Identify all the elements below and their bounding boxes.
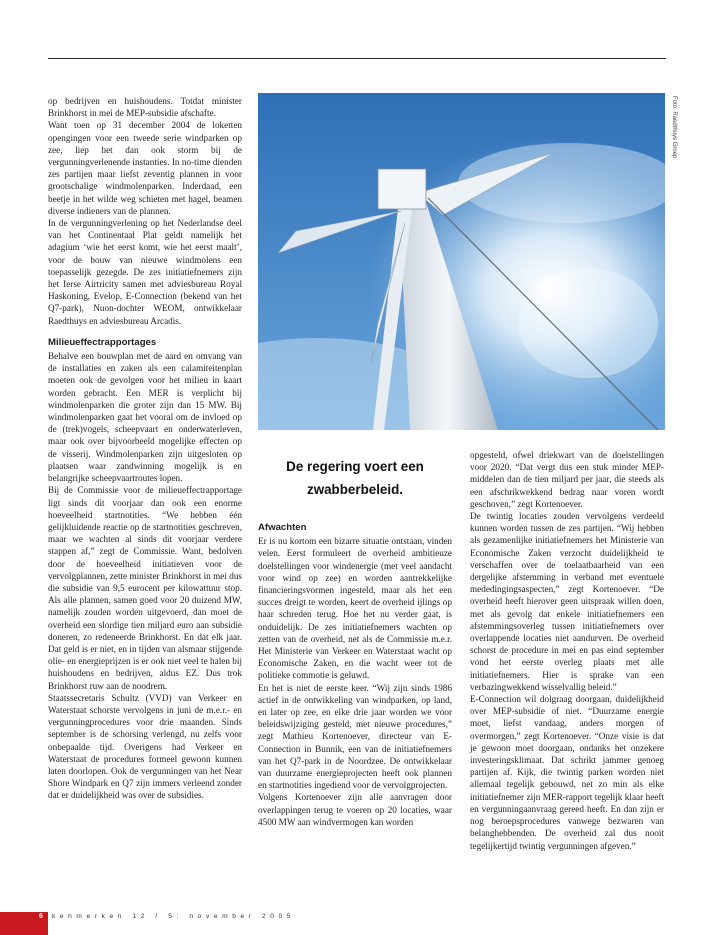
page-number: 6 <box>39 913 43 920</box>
paragraph: Want toen op 31 december 2004 de loketten opengingen voor een tweede serie windparken op zee, liep het dan ook storm bij de vergunningverlenende instanties. In no-time dienden zes partijen maar liefst zeventig plannen in voor grootschalige windmolenparken. Inderdaad, een beetje in het wilde weg schieten met hagel, beamen diverse indieners van de plannen. <box>48 120 242 216</box>
section-heading-milieu: Milieueffectrapportages <box>48 336 157 348</box>
section-heading-afwachten: Afwachten <box>258 522 307 533</box>
paragraph: opgesteld, ofwel driekwart van de doelstellingen voor 2020. “Dat vergt dus een stuk minder MEP-middelen dan de tien miljard per jaar, die steeds als een afschrikwekkend bedrag naar voren wordt geschoven,” zegt Kortenoever. <box>470 450 664 509</box>
paragraph: Staatssecretaris Schultz (VVD) van Verkeer en Waterstaat schorste vervolgens in juni de m.e.r.- en vergunningprocedures voor drie maanden. Sinds september is de schorsing verlengd, nu zelfs voor onbepaalde tijd. Overigens had Verkeer en Waterstaat de procedures formeel gewoon kunnen laten doorlopen. Ook de vergunningen van het Near Shore Windpark en Q7 zijn immers verleend zonder dat er duidelijkheid was over de subsidies. <box>48 692 242 801</box>
pull-quote: De regering voert een zwabberbeleid. <box>286 459 424 497</box>
photo-credit: Foto: Raedthuys Groep <box>671 96 677 159</box>
wind-turbine-photo <box>258 93 665 430</box>
paragraph: Behalve een bouwplan met de aard en omvang van de installaties en zaken als een calamiteitenplan moeten ook de gevolgen voor het milieu in kaart worden gebracht. Een MER is verplicht bij windmolenparken die groter zijn dan 15 MW. Bij windmolenparken gaat het vooral om de invloed op de (trek)vogels, scheepvaart en onderwaterleven, maar ook over bijvoorbeeld mogelijke effecten op de visserij. Windmolenparken zijn uitgesloten op plaatsen waar zandwinning mogelijk is en belangrijke scheepvaartroutes lopen. <box>48 351 242 484</box>
top-rule <box>48 58 666 59</box>
paragraph: In de vergunningverlening op het Nederlandse deel van het Continentaal Plat geldt namelijk het adagium ‘wie het eerst komt, wie het eerst maalt’, voor de bouw van nieuwe windmolens een toepasselijk gezegde. De zes initiatiefnemers zijn het Ierse Airtricity samen met adviesbureau Royal Haskoning, Evelop, E-Connection (bekend van het Q7-park), Nuon-dochter WEOM, ontwikkelaar Raedthuys en adviesbureau Arcadis. <box>48 218 242 326</box>
paragraph: E-Connection wil dolgraag doorgaan, duidelijkheid over MEP-subsidie of niet. “Duurzame energie moet, liefst vandaag, anders morgen of overmorgen,” zegt Kortenoever. “Onze visie is dat je gewoon moet doorgaan, ondanks het onzekere investeringsklimaat. Dat schrikt jammer genoeg partijen af. Kijk, die twintig parken worden niet allemaal tegelijk gebouwd, net zo min als elke initiatiefnemer zijn MER-rapport tegelijk klaar heeft en vergunningaanvraag gereed heeft. En dan zijn er nog beroepsprocedures vanwege bezwaren van belanghebbenden. De overheid zal dus nooit tegelijkertijd twintig vergunningen afgeven.” <box>470 694 664 851</box>
middle-column <box>258 522 452 828</box>
paragraph: op bedrijven en huishoudens. Totdat minister Brinkhorst in mei de MEP-subsidie afschafte. <box>48 96 242 119</box>
paragraph: De twintig locaties zouden vervolgens verdeeld kunnen worden tussen de zes partijen. “Wij hebben als gezamenlijke initiatiefnemers het Ministerie van Economische Zaken verzocht duidelijkheid te verschaffen over de toelaatbaarheid van een dergelijke afstemming in verband met eventuele mededingingsaspecten,” zegt Kortenoever. “De overheid heeft hierover geen uitspraak willen doen, met als gevolg dat enkele initiatiefnemers een afstemmingsoverleg tussen initiatiefnemers over overlappende locaties niet aandurven. De overheid schorst de procedure in mei en pas eind september vond het eerste overleg plaats met alle initiatiefnemers. Hier is sprake van een verbazingwekkend wisselvallig beleid.” <box>470 511 664 692</box>
paragraph: En het is niet de eerste keer. “Wij zijn sinds 1986 actief in de ontwikkeling van windparken, op land, en later op zee, en elke drie jaar worden we voor beleidswijziging gesteld, met nieuwe procedures,” zegt Mathieu Kortenoever, directeur van E-Connection in Bunnik, een van de initiatiefnemers van het Q7-park in de Noordzee. De ontwikkelaar van duurzame energieprojecten heeft ook plannen en startnotities ingediend voor de vervolgprojecten. <box>258 682 452 791</box>
paragraph: Er is nu kortom een bizarre situatie ontstaan, vinden velen. Eerst formuleert de overheid ambitieuze doelstellingen voor windenergie (met veel aandacht voor wind op zee) en worden aantrekkelijke financieringsvormen ingesteld, maar als het een succes dreigt te worden, keert de overheid ijlings op haar schreden terug. Hoe het nu verder gaat, is onduidelijk. De zes initiatiefnemers wachten op zetten van de overheid, net als de Commissie m.e.r. Het Ministerie van Verkeer en Waterstaat wacht op Economische Zaken, en die wacht weer tot de politieke commotie is geluwd. <box>258 536 452 681</box>
wind-turbine-illustration <box>258 93 665 430</box>
left-column <box>48 95 242 802</box>
running-footer: kenmerken 12 / 5: november 2005 <box>52 913 296 920</box>
paragraph: Bij de Commissie voor de milieueffectrapportage ligt sinds dit voorjaar dan ook een enorme hoeveelheid startnotities. “We hebben één gelijkluidende reactie op de startnotities geschreven, maar we wachten al sinds dit voorjaar verdere stappen af,” zegt de Commissie. Want, bedolven door de hoeveelheid initiatieven voor de vervolgplannen, zette minister Brinkhorst in mei dus die subsidie van 9,5 eurocent per kilowattuur stop. Als alle plannen, samen goed voor 20 duizend MW, namelijk zouden worden uitgevoerd, dan moet de overheid een slordige tien miljard euro aan subsidie doneren, zo redeneerde Brinkhorst. En dat elk jaar. Dat geld is er niet, en in tijden van alsmaar stijgende olie- en energieprijzen is er ook niet veel te halen bij huishoudens en bedrijven, aldus EZ. Dus trok Brinkhorst ruw aan de noodrem. <box>48 485 242 691</box>
paragraph: Volgens Kortenoever zijn alle aanvragen door overlappingen terug te voeren op 20 locaties, waar 4500 MW aan windvermogen kan worden <box>258 792 452 827</box>
right-column <box>470 449 664 852</box>
